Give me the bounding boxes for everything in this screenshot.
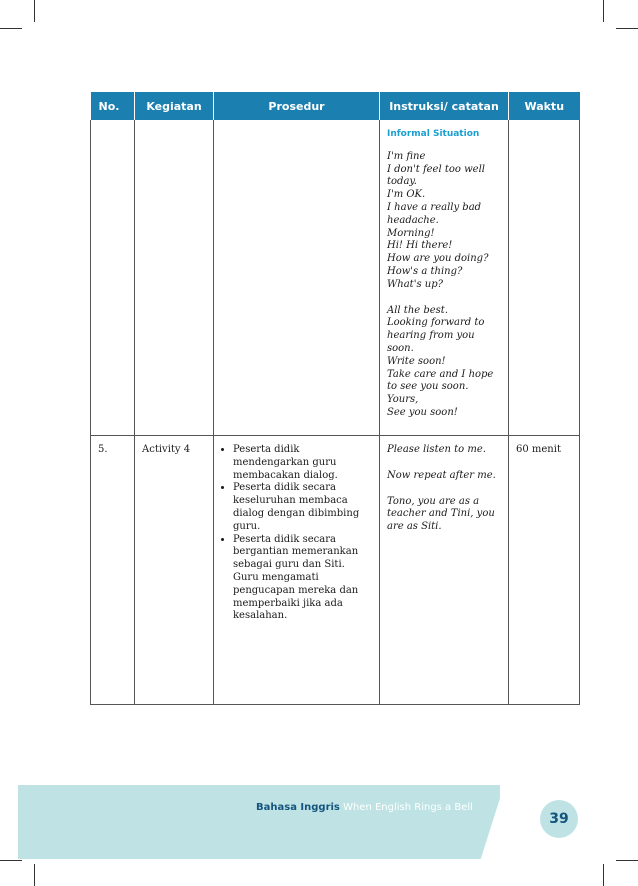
- expression: How's a thing?: [387, 265, 463, 277]
- book-title: Bahasa Inggris: [256, 802, 340, 813]
- cell-kegiatan: Activity 4: [135, 436, 214, 705]
- expression: Take care and I hope to see you soon.: [387, 368, 494, 393]
- page-number: 39: [540, 800, 578, 838]
- procedure-note: Guru mengamati pengucapan mereka dan memperbaiki jika ada kesalahan.: [233, 571, 359, 622]
- header-kegiatan: Kegiatan: [135, 92, 214, 120]
- table-row: [91, 120, 580, 436]
- cell-empty: [135, 120, 214, 436]
- expression: I'm fine: [387, 150, 426, 162]
- cell-instruksi: [380, 436, 509, 705]
- crop-mark: [0, 860, 22, 861]
- cell-empty: [214, 120, 380, 436]
- expression: I have a really bad headache.: [387, 201, 482, 226]
- book-subtitle: When English Rings a Bell: [343, 802, 473, 813]
- instruction: Now repeat after me.: [387, 469, 496, 481]
- table-row: [91, 436, 580, 705]
- expression-list: [387, 151, 501, 420]
- procedure-item: • Peserta didik secara keseluruhan membaca dialog dengan dibimbing guru.: [233, 482, 372, 533]
- cell-empty: [91, 120, 135, 436]
- procedure-list: [221, 444, 372, 572]
- cell-waktu: 60 menit: [509, 436, 580, 705]
- instruction: Please listen to me.: [387, 444, 486, 455]
- table-header-row: [91, 92, 580, 120]
- expression: What's up?: [387, 278, 443, 290]
- expression: Looking forward to hearing from you soon.: [387, 317, 485, 354]
- expression: See you soon!: [387, 406, 458, 418]
- procedure-item: • Peserta didik mendengarkan guru membacakan dialog.: [233, 444, 372, 482]
- header-prosedur: Prosedur: [214, 92, 380, 120]
- instruction: Tono, you are as a teacher and Tini, you are as Siti.: [387, 495, 495, 533]
- crop-mark: [0, 28, 22, 29]
- expression: I don't feel too well today.: [387, 163, 485, 188]
- expression: All the best.: [387, 304, 449, 316]
- header-no: No.: [91, 92, 135, 120]
- expression: How are you doing?: [387, 253, 489, 265]
- situation-title: Informal Situation: [387, 129, 480, 139]
- expression: Write soon!: [387, 355, 446, 367]
- lesson-table: [90, 92, 580, 705]
- expression: Hi! Hi there!: [387, 240, 453, 252]
- footer-title: [256, 802, 473, 813]
- cell-empty: [509, 120, 580, 436]
- crop-mark: [603, 0, 604, 22]
- expression: Yours,: [387, 394, 419, 406]
- expression: I'm OK.: [387, 189, 426, 201]
- footer-band: [18, 785, 500, 859]
- crop-mark: [616, 28, 638, 29]
- cell-instruksi: [380, 120, 509, 436]
- header-instruksi: Instruksi/ catatan: [380, 92, 509, 120]
- crop-mark: [616, 860, 638, 861]
- header-waktu: Waktu: [509, 92, 580, 120]
- cell-no: 5.: [91, 436, 135, 705]
- crop-mark: [34, 0, 35, 22]
- crop-mark: [603, 864, 604, 886]
- procedure-item: • Peserta didik secara bergantian memerankan sebagai guru dan Siti.: [233, 534, 372, 572]
- crop-mark: [34, 864, 35, 886]
- cell-prosedur: [214, 436, 380, 705]
- expression: Morning!: [387, 227, 435, 239]
